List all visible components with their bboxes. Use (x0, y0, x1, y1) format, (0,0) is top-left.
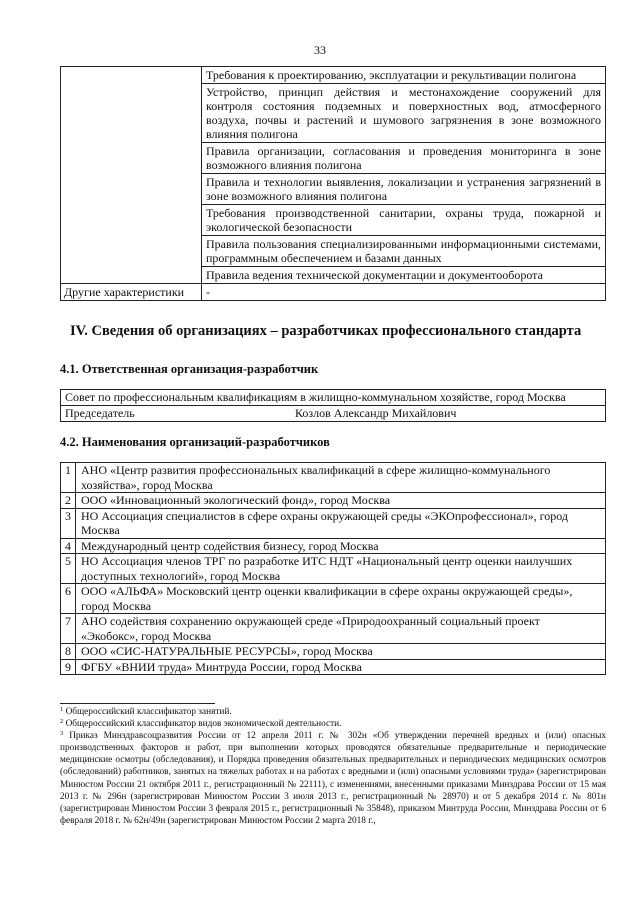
table-row (61, 67, 606, 84)
table-row (61, 493, 606, 509)
page-number: 33 (314, 43, 326, 57)
table-row (61, 406, 606, 422)
developer-name: ООО «Инновационный экологический фонд», город Москва (76, 493, 606, 509)
developer-number: 6 (61, 584, 76, 614)
table-row (61, 508, 606, 538)
responsible-org-name: Совет по профессиональным квалификациям в жилищно-коммунальном хозяйстве, город Москва (61, 390, 606, 406)
table-row (61, 554, 606, 584)
developer-number: 7 (61, 614, 76, 644)
footnote-divider (60, 703, 215, 704)
table-row (61, 644, 606, 660)
developer-name: ФГБУ «ВНИИ труда» Минтруда России, город Москва (76, 659, 606, 675)
knowledge-requirements-table (60, 66, 606, 301)
developers-table (60, 462, 606, 675)
requirement-item: Правила пользования специализированными информационными системами, программным обеспечением и базами данных (202, 236, 606, 267)
developer-number: 4 (61, 538, 76, 554)
other-characteristics-label: Другие характеристики (61, 284, 202, 301)
requirement-item: Правила и технологии выявления, локализации и устранения загрязнений в зоне возможного влияния полигона (202, 174, 606, 205)
developers-heading: 4.2. Наименования организаций-разработчиков (60, 435, 330, 449)
chair-name: Козлов Александр Михайлович (295, 406, 457, 420)
developer-number: 8 (61, 644, 76, 660)
developer-number: 3 (61, 508, 76, 538)
chair-cell (61, 406, 606, 422)
responsible-org-heading: 4.1. Ответственная организация-разработчик (60, 362, 319, 376)
footnote-mark: 1 (60, 706, 64, 713)
developer-name: АНО «Центр развития профессиональных квалификаций в сфере жилищно-коммунального хозяйства», город Москва (76, 463, 606, 493)
responsible-org-table (60, 389, 606, 422)
table-row (61, 284, 606, 301)
footnotes (60, 706, 606, 827)
other-characteristics-value: - (202, 284, 606, 301)
developer-number: 9 (61, 659, 76, 675)
footnote-mark: 3 (60, 730, 64, 738)
chair-label: Председатель (65, 406, 135, 420)
developer-name: ООО «СИС-НАТУРАЛЬНЫЕ РЕСУРСЫ», город Москва (76, 644, 606, 660)
developer-name: Международный центр содействия бизнесу, город Москва (76, 538, 606, 554)
section-heading: IV. Сведения об организациях – разработчиках профессионального стандарта (70, 323, 582, 339)
developer-name: НО Ассоциация членов ТРГ по разработке ИТС НДТ «Национальный центр оценки наилучших доступных технологий», город Москва (76, 554, 606, 584)
empty-label-cell (61, 67, 202, 284)
developer-number: 5 (61, 554, 76, 584)
footnote (60, 718, 606, 730)
requirement-item: Правила организации, согласования и проведения мониторинга в зоне возможного влияния полигона (202, 143, 606, 174)
requirement-item: Требования к проектированию, эксплуатации и рекультивации полигона (202, 67, 606, 84)
table-row (61, 463, 606, 493)
footnote (60, 730, 606, 827)
table-row (61, 390, 606, 406)
developer-name: НО Ассоциация специалистов в сфере охраны окружающей среды «ЭКОпрофессионал», город Москва (76, 508, 606, 538)
table-row (61, 584, 606, 614)
requirement-item: Устройство, принцип действия и местонахождение сооружений для контроля состояния подземных и поверхностных вод, атмосферного воздуха, почвы и растений и шумового загрязнения в зоне возможного влияния полигона (202, 84, 606, 143)
footnote (60, 706, 606, 718)
footnote-mark: 2 (60, 718, 64, 726)
developer-number: 2 (61, 493, 76, 509)
developer-name: АНО содействия сохранению окружающей среде «Природоохранный социальный проект «Экобокс», город Москва (76, 614, 606, 644)
table-row (61, 538, 606, 554)
table-row (61, 614, 606, 644)
requirement-item: Требования производственной санитарии, охраны труда, пожарной и экологической безопасности (202, 205, 606, 236)
footnote-text: Общероссийский классификатор занятий. (65, 707, 232, 717)
developer-name: ООО «АЛЬФА» Московский центр оценки квалификации в сфере охраны окружающей среды», город Москва (76, 584, 606, 614)
requirement-item: Правила ведения технической документации и документооборота (202, 267, 606, 284)
developer-number: 1 (61, 463, 76, 493)
table-row (61, 659, 606, 675)
footnote-text: Приказ Минздравсоцразвития России от 12 апреля 2011 г. № 302н «Об утверждении перечней вредных и (или) опасных производственных факторов и работ, при выполнении которых проводятся обязательные предварительные и периодические медицинские осмотры (обследования), и Порядка проведения обязательных предварительных и периодических медицинских осмотров (обследований) работников, занятых на тяжелых работах и на работах с вредными и (или) опасными условиями труда» (зарегистрирован Минюстом России 21 октября 2011 г., регистрационный № 22111), с изменениями, внесенными приказами Минздрава России от 15 мая 2013 г. № 296н (зарегистрирован Минюстом России 3 июля 2013 г., регистрационный № 28970) и от 5 декабря 2014 г. № 801н (зарегистрирован Минюстом России 3 февраля 2015 г., регистрационный № 35848), приказом Минтруда России, Минздрава России от 6 февраля 2018 г. № 62н/49н (зарегистрирован Минюстом России 2 марта 2018 г., (60, 731, 606, 826)
footnote-text: Общероссийский классификатор видов экономической деятельности. (65, 719, 342, 730)
